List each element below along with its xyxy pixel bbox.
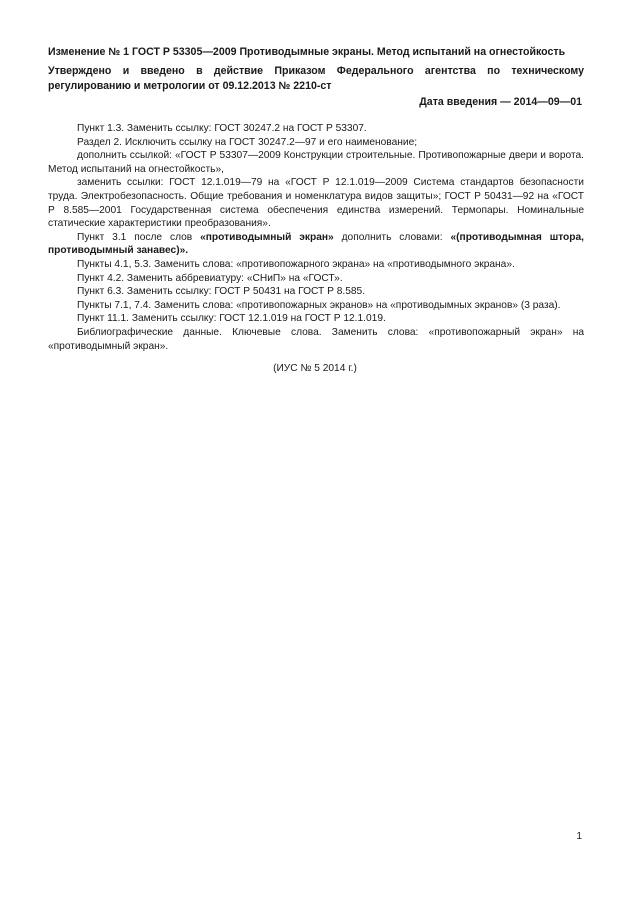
amendment-body [48, 122, 584, 353]
paragraph-9: Пункты 7.1, 7.4. Заменить слова: «противопожарных экранов» на «противодымных экранов» (3 раза). [77, 299, 561, 311]
paragraph-3: дополнить ссылкой: «ГОСТ Р 53307—2009 Конструкции строительные. Противопожарные двери и ворота. Метод испытаний на огнестойкость», [48, 150, 584, 175]
paragraph-11: Библиографические данные. Ключевые слова. Заменить слова: «противопожарный экран» на «противодымный экран». [48, 326, 584, 352]
document-header [48, 45, 584, 95]
paragraph-10: Пункт 11.1. Заменить ссылку: ГОСТ 12.1.019 на ГОСТ Р 12.1.019. [77, 313, 386, 325]
paragraph-7: Пункт 4.2. Заменить аббревиатуру: «СНиП» на «ГОСТ». [77, 272, 343, 284]
paragraph-8: Пункт 6.3. Заменить ссылку: ГОСТ Р 50431 на ГОСТ Р 8.585. [77, 286, 366, 298]
paragraph-2: Раздел 2. Исключить ссылку на ГОСТ 30247.2—97 и его наименование; [77, 136, 418, 148]
paragraph-5-before: Пункт 3.1 после слов [77, 231, 201, 243]
source-note: (ИУС № 5 2014 г.) [273, 363, 357, 374]
paragraph-4: заменить ссылки: ГОСТ 12.1.019—79 на «ГОСТ Р 12.1.019—2009 Система стандартов безопасности труда. Электробезопасность. Общие требования и номенклатура видов защиты»; ГОСТ Р 50431—92 на «ГОСТ Р 8.585—2001 Государственная система обеспечения единства измерений. Термопары. Номинальные статические характеристики преобразования». [48, 177, 584, 230]
approval-statement: Утверждено и введено в действие Приказом Федерального агентства по техническому регулированию и метрологии от 09.12.2013 № 2210-ст [48, 64, 584, 92]
paragraph-1: Пункт 1.3. Заменить ссылку: ГОСТ 30247.2 на ГОСТ Р 53307. [77, 123, 367, 134]
page-number: 1 [576, 831, 582, 842]
paragraph-5 [48, 231, 584, 258]
paragraph-5-bold-term: «противодымный экран» [200, 231, 334, 243]
amendment-title: Изменение № 1 ГОСТ Р 53305—2009 Противодымные экраны. Метод испытаний на огнестойкость [48, 46, 566, 58]
paragraph-6: Пункты 4.1, 5.3. Заменить слова: «противопожарного экрана» на «противодымного экрана». [77, 258, 515, 270]
paragraph-5-bold-addition: «(противодымная штора, противодымный занавес)». [48, 231, 584, 257]
paragraph-5-middle: дополнить словами: [333, 231, 451, 243]
effective-date: Дата введения — 2014—09—01 [419, 96, 582, 108]
